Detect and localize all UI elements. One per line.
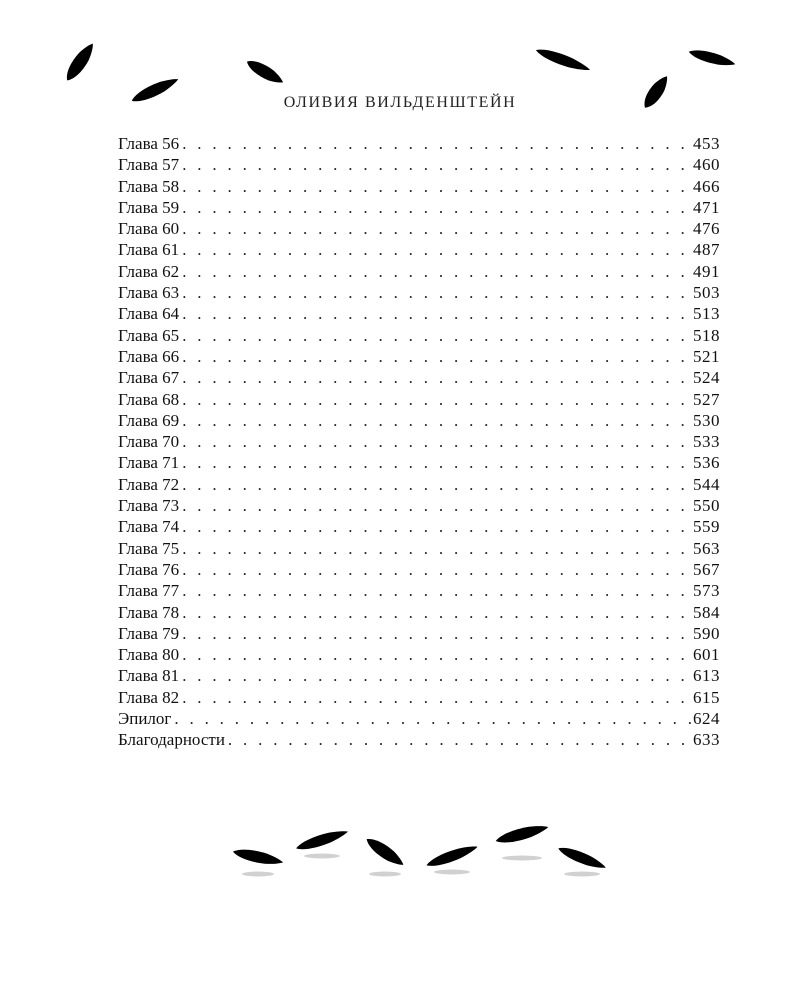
feather-shadow	[242, 872, 274, 877]
toc-dot-leader	[182, 197, 691, 218]
feather-shadow	[434, 870, 470, 875]
table-of-contents	[118, 133, 720, 751]
feather-icon	[57, 40, 98, 91]
toc-entry	[118, 644, 720, 665]
toc-dot-leader	[182, 325, 691, 346]
toc-dot-leader	[174, 708, 691, 729]
toc-entry-label: Глава 76	[118, 559, 180, 579]
toc-entry-label: Глава 79	[118, 623, 180, 643]
feather-icon	[547, 840, 607, 872]
feather-icon	[484, 821, 549, 849]
toc-entry-label: Глава 67	[118, 368, 180, 388]
toc-entry	[118, 474, 720, 495]
toc-dot-leader	[182, 389, 691, 410]
feather-shadow	[564, 872, 600, 877]
toc-entry-label: Глава 68	[118, 389, 180, 409]
toc-entry-page-number: 533	[693, 432, 720, 452]
toc-entry-page-number: 524	[693, 368, 720, 388]
toc-dot-leader	[182, 303, 691, 324]
toc-entry-label: Глава 60	[118, 219, 180, 239]
toc-entry	[118, 367, 720, 388]
toc-entry-page-number: 544	[693, 474, 720, 494]
toc-entry-page-number: 476	[693, 219, 720, 239]
toc-entry	[118, 218, 720, 239]
toc-entry	[118, 559, 720, 580]
toc-dot-leader	[182, 261, 691, 282]
toc-entry	[118, 538, 720, 559]
toc-dot-leader	[182, 644, 691, 665]
toc-entry-label: Глава 64	[118, 304, 180, 324]
toc-dot-leader	[182, 623, 691, 644]
toc-entry-label: Глава 74	[118, 517, 180, 537]
running-header-author: ОЛИВИЯ ВИЛЬДЕНШТЕЙН	[283, 94, 517, 111]
toc-entry	[118, 687, 720, 708]
toc-dot-leader	[182, 516, 691, 537]
feather-icon	[415, 842, 479, 874]
toc-entry-page-number: 559	[693, 517, 720, 537]
toc-entry-label: Глава 56	[118, 134, 180, 153]
feather-icon	[356, 829, 407, 870]
toc-entry	[118, 665, 720, 686]
toc-dot-leader	[182, 410, 691, 431]
toc-entry-page-number: 471	[693, 197, 720, 217]
toc-entry-page-number: 518	[693, 325, 720, 345]
toc-entry-label: Глава 59	[118, 197, 180, 217]
toc-entry-page-number: 615	[693, 687, 720, 707]
toc-entry	[118, 602, 720, 623]
toc-dot-leader	[182, 687, 691, 708]
toc-entry-page-number: 573	[693, 581, 720, 601]
toc-entry-page-number: 521	[693, 346, 720, 366]
toc-entry-page-number: 503	[693, 283, 720, 303]
toc-dot-leader	[182, 474, 691, 495]
toc-entry	[118, 239, 720, 260]
toc-entry-page-number: 613	[693, 666, 720, 686]
toc-entry	[118, 154, 720, 175]
toc-dot-leader	[182, 239, 691, 260]
toc-entry-label: Глава 73	[118, 496, 180, 516]
toc-dot-leader	[182, 282, 691, 303]
feather-icon	[524, 42, 592, 75]
toc-entry-page-number: 530	[693, 410, 720, 430]
toc-dot-leader	[182, 580, 691, 601]
toc-entry-page-number: 487	[693, 240, 720, 260]
toc-entry	[118, 580, 720, 601]
toc-entry-label: Глава 71	[118, 453, 180, 473]
toc-entry-page-number: 536	[693, 453, 720, 473]
toc-entry-label: Глава 69	[118, 410, 180, 430]
feather-icon	[222, 844, 284, 868]
toc-dot-leader	[182, 346, 691, 367]
toc-entry-label: Глава 58	[118, 176, 180, 196]
toc-entry-label: Глава 75	[118, 538, 180, 558]
toc-entry	[118, 452, 720, 473]
toc-entry-label: Глава 66	[118, 346, 180, 366]
toc-entry-page-number: 460	[693, 155, 720, 175]
toc-entry-label: Глава 77	[118, 581, 180, 601]
toc-entry-page-number: 567	[693, 559, 720, 579]
toc-dot-leader	[182, 176, 691, 197]
toc-entry	[118, 325, 720, 346]
toc-dot-leader	[182, 218, 691, 239]
feather-icon	[285, 827, 350, 857]
toc-entry-page-number: 563	[693, 538, 720, 558]
toc-entry	[118, 261, 720, 282]
toc-dot-leader	[182, 602, 691, 623]
toc-entry-page-number: 550	[693, 496, 720, 516]
toc-dot-leader	[182, 538, 691, 559]
toc-entry-label: Глава 70	[118, 432, 180, 452]
toc-entry	[118, 303, 720, 324]
toc-entry-label: Глава 72	[118, 474, 180, 494]
toc-entry	[118, 708, 720, 729]
toc-entry-label: Глава 80	[118, 645, 180, 665]
toc-entry	[118, 176, 720, 197]
toc-entry-label: Эпилог	[118, 709, 172, 729]
toc-entry-page-number: 590	[693, 623, 720, 643]
toc-entry-page-number: 633	[693, 730, 720, 750]
toc-dot-leader	[182, 559, 691, 580]
toc-entry	[118, 516, 720, 537]
toc-entry-label: Глава 82	[118, 687, 180, 707]
toc-dot-leader	[182, 452, 691, 473]
feather-icon	[237, 52, 286, 87]
toc-dot-leader	[182, 665, 691, 686]
toc-entry	[118, 410, 720, 431]
toc-entry-label: Благодарности	[118, 730, 225, 750]
toc-entry-page-number: 491	[693, 261, 720, 281]
toc-entry-label: Глава 81	[118, 666, 180, 686]
toc-entry-label: Глава 63	[118, 283, 180, 303]
toc-entry-page-number: 584	[693, 602, 720, 622]
toc-entry	[118, 282, 720, 303]
toc-entry	[118, 729, 720, 750]
toc-dot-leader	[182, 154, 691, 175]
toc-entry-label: Глава 78	[118, 602, 180, 622]
feather-shadow	[502, 856, 542, 861]
toc-dot-leader	[182, 367, 691, 388]
toc-entry-page-number: 601	[693, 645, 720, 665]
toc-dot-leader	[182, 495, 691, 516]
toc-entry-label: Глава 65	[118, 325, 180, 345]
toc-entry	[118, 346, 720, 367]
toc-entry-page-number: 513	[693, 304, 720, 324]
toc-entry-label: Глава 61	[118, 240, 180, 260]
toc-dot-leader	[228, 729, 691, 750]
toc-entry	[118, 431, 720, 452]
feather-shadow	[369, 872, 401, 877]
feather-shadow	[304, 854, 340, 859]
toc-entry-label: Глава 57	[118, 155, 180, 175]
toc-entry-page-number: 453	[693, 134, 720, 153]
toc-dot-leader	[182, 431, 691, 452]
toc-entry-page-number: 624	[693, 709, 720, 729]
toc-entry	[118, 197, 720, 218]
toc-entry	[118, 389, 720, 410]
toc-entry-page-number: 527	[693, 389, 720, 409]
feather-icon	[679, 44, 737, 69]
toc-entry	[118, 133, 720, 154]
toc-dot-leader	[182, 133, 691, 154]
toc-entry-label: Глава 62	[118, 261, 180, 281]
toc-entry	[118, 623, 720, 644]
toc-entry-page-number: 466	[693, 176, 720, 196]
toc-entry	[118, 495, 720, 516]
